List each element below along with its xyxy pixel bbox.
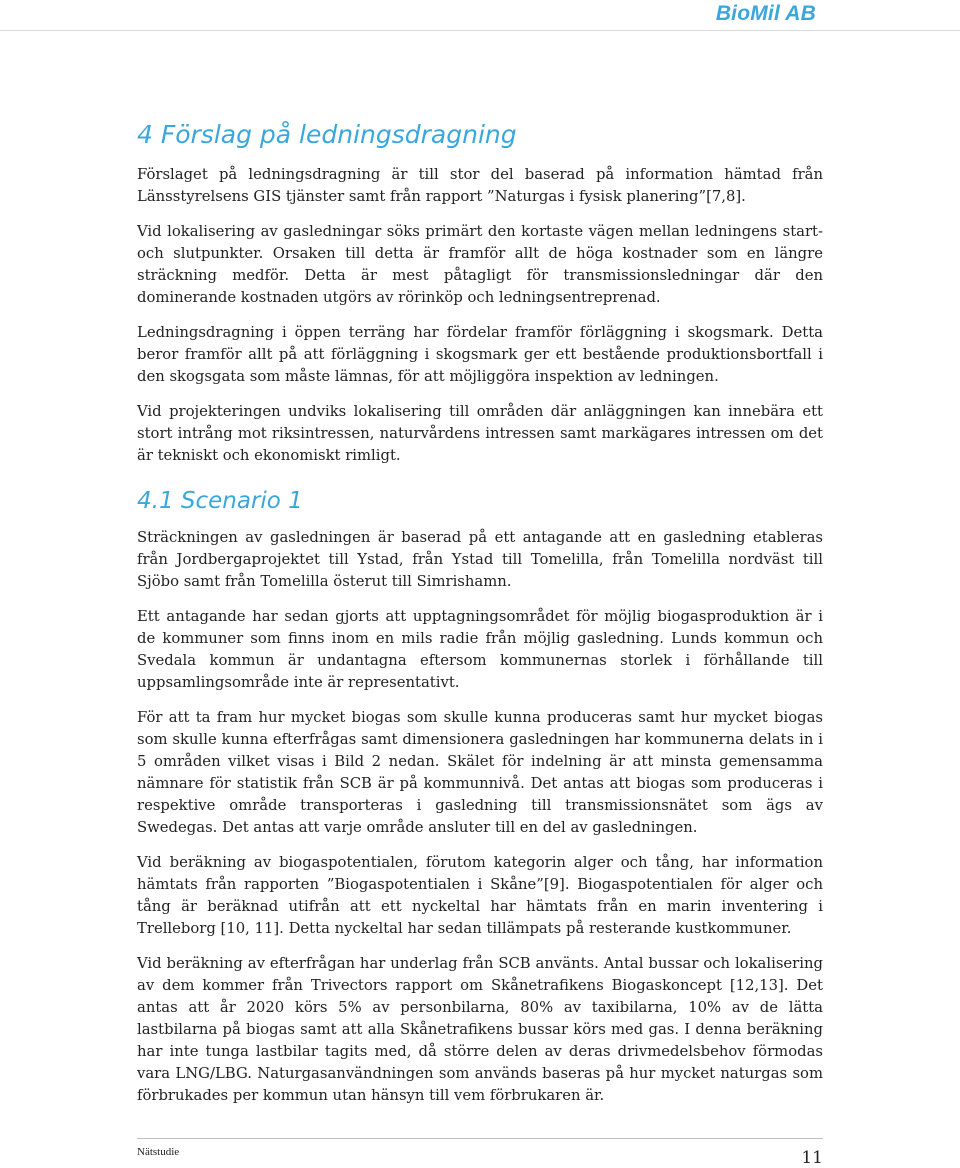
subsection-paragraph-2: Ett antagande har sedan gjorts att upptagningsområdet för möjlig biogasproduktion är i de kommuner som finns inom en mils radie från möjlig gasledning. Lunds kommun och Svedala kommun är undantagna eftersom kommunernas storlek i förhållande till uppsamlingsområde inte är representativt. (137, 608, 823, 691)
section-paragraph-2: Vid lokalisering av gasledningar söks primärt den kortaste vägen mellan ledningens start- och slutpunkter. Orsaken till detta är framför allt de höga kostnader som en längre sträckning medför. Detta är mest påtagligt för transmissionsledningar där den dominerande kostnaden utgörs av rörinköp och ledningsentreprenad. (137, 223, 823, 306)
footer-label: Nätstudie (137, 1146, 180, 1158)
page-content (137, 118, 823, 1107)
subsection-paragraph-4: Vid beräkning av biogaspotentialen, förutom kategorin alger och tång, har information hämtats från rapporten ”Biogaspotentialen i Skåne”[9]. Biogaspotentialen för alger och tång är beräknad utifrån att ett nyckeltal har hämtats från en marin inventering i Trelleborg [10, 11]. Detta nyckeltal har sedan tillämpats på resterande kustkommuner. (137, 854, 823, 937)
section-paragraph-1: Förslaget på ledningsdragning är till stor del baserad på information hämtad från Länsstyrelsens GIS tjänster samt från rapport ”Naturgas i fysisk planering”[7,8]. (137, 166, 823, 205)
footer-divider (137, 1138, 823, 1139)
section-paragraph-4: Vid projekteringen undviks lokalisering till områden där anläggningen kan innebära ett stort intrång mot riksintressen, naturvårdens intressen samt markägares intressen om det är tekniskt och ekonomiskt rimligt. (137, 403, 823, 464)
section-heading: 4 Förslag på ledningsdragning (137, 120, 517, 149)
subsection-paragraph-3: För att ta fram hur mycket biogas som skulle kunna produceras samt hur mycket biogas som skulle kunna efterfrågas samt dimensionera gasledningen har kommunerna delats in i 5 områden vilket visas i Bild 2 nedan. Skälet för indelning är att minsta gemensamma nämnare för statistik från SCB är på kommunnivå. Det antas att biogas som produceras i respektive område transporteras i gasledning till transmissionsnätet som ägs av Swedegas. Det antas att varje område ansluter till en del av gasledningen. (137, 709, 823, 836)
subsection-paragraph-5: Vid beräkning av efterfrågan har underlag från SCB använts. Antal bussar och lokalisering av dem kommer från Trivectors rapport om Skånetrafikens Biogaskoncept [12,13]. Det antas att år 2020 körs 5% av personbilarna, 80% av taxibilarna, 10% av de lätta lastbilarna på biogas samt att alla Skånetrafikens bussar körs med gas. I denna beräkning har inte tunga lastbilar tagits med, då större delen av deras drivmedelsbehov förmodas vara LNG/LBG. Naturgasanvändningen som används baseras på hur mycket naturgas som förbrukades per kommun utan hänsyn till vem förbrukaren är. (137, 955, 823, 1104)
page-number: 11 (801, 1148, 823, 1168)
subsection-paragraph-1: Sträckningen av gasledningen är baserad på ett antagande att en gasledning etableras från Jordbergaprojektet till Ystad, från Ystad till Tomelilla, från Tomelilla nordväst till Sjöbo samt från Tomelilla österut till Simrishamn. (137, 529, 823, 590)
header-divider (0, 30, 960, 31)
header-brand: BioMil AB (715, 2, 816, 25)
section-paragraph-3: Ledningsdragning i öppen terräng har fördelar framför förläggning i skogsmark. Detta beror framför allt på att förläggning i skogsmark ger ett bestående produktionsbortfall i den skogsgata som måste lämnas, för att möjliggöra inspektion av ledningen. (137, 324, 823, 385)
subsection-heading: 4.1 Scenario 1 (137, 488, 303, 514)
